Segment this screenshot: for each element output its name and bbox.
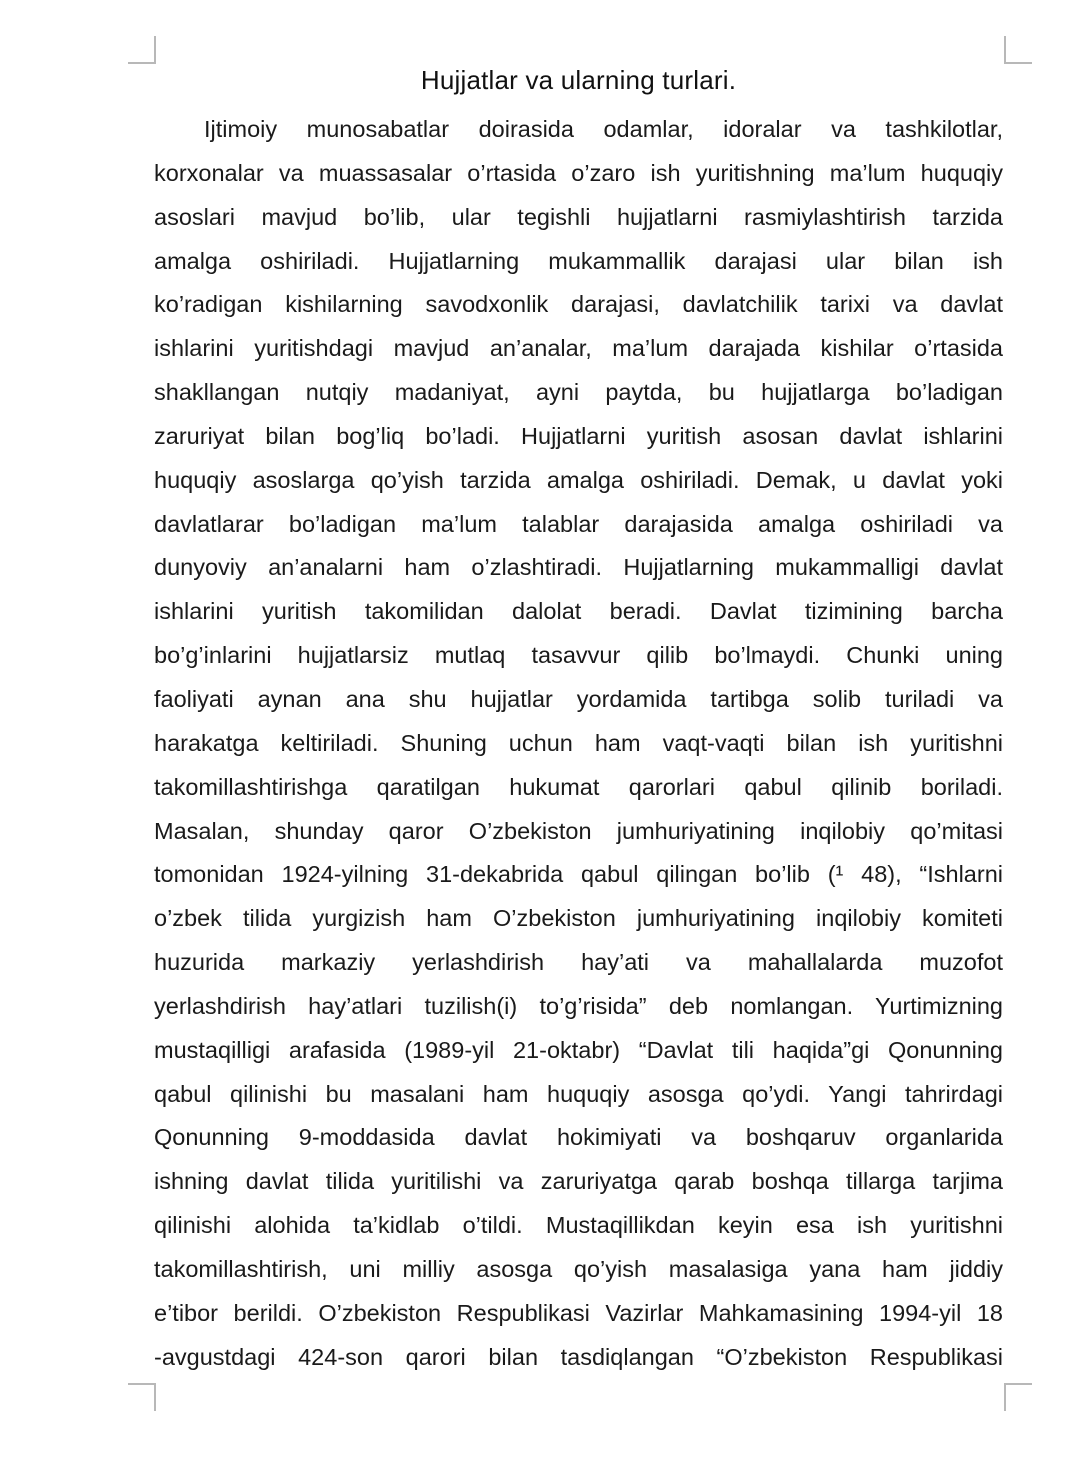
text-line: e’tibor berildi. O’zbekiston Respublikasi Vazirlar Mahkamasining 1994-yil 18: [154, 1299, 1003, 1326]
text-line: Masalan, shunday qaror O’zbekiston jumhuriyatining inqilobiy qo’mitasi: [154, 817, 1003, 844]
text-line: korxonalar va muassasalar o’rtasida o’zaro ish yuritishning ma’lum huquqiy: [154, 159, 1003, 186]
text-line: dunyoviy an’analarni ham o’zlashtiradi. Hujjatlarning mukammalligi davlat: [154, 554, 1003, 581]
margin-corner-mark: [128, 1383, 156, 1411]
text-line: ishning davlat tilida yuritilishi va zaruriyatga qarab boshqa tillarga tarjima: [154, 1168, 1003, 1195]
text-line: huquqiy asoslarga qo’yish tarzida amalga oshiriladi. Demak, u davlat yoki: [154, 466, 1003, 493]
text-line: harakatga keltiriladi. Shuning uchun ham vaqt-vaqti bilan ish yuritishni: [154, 729, 1003, 756]
text-line: o’zbek tilida yurgizish ham O’zbekiston jumhuriyatining inqilobiy komiteti: [154, 905, 1003, 932]
text-line: bo’g’inlarini hujjatlarsiz mutlaq tasavvur qilib bo’lmaydi. Chunki uning: [154, 642, 1003, 669]
text-line: ko’radigan kishilarning savodxonlik darajasi, davlatchilik tarixi va davlat: [154, 291, 1003, 318]
text-line: tomonidan 1924-yilning 31-dekabrida qabul qilingan bo’lib (¹ 48), “Ishlarni: [154, 861, 1003, 888]
text-line: davlatlarar bo’ladigan ma’lum talablar darajasida amalga oshiriladi va: [154, 510, 1003, 537]
text-line: -avgustdagi 424-son qarori bilan tasdiqlangan “O’zbekiston Respublikasi: [154, 1343, 1003, 1370]
text-line: zaruriyat bilan bog’liq bo’ladi. Hujjatlarni yuritish asosan davlat ishlarini: [154, 422, 1003, 449]
text-line: yerlashdirish hay’atlari tuzilish(i) to’g’risida” deb nomlangan. Yurtimizning: [154, 992, 1003, 1019]
margin-corner-mark: [1004, 36, 1032, 64]
margin-corner-mark: [1004, 1383, 1032, 1411]
document-title: Hujjatlar va ularning turlari.: [420, 65, 737, 95]
text-line: takomillashtirishga qaratilgan hukumat qarorlari qabul qilinib boriladi.: [154, 773, 1003, 800]
margin-corner-mark: [128, 36, 156, 64]
text-line: ishlarini yuritishdagi mavjud an’analar, ma’lum darajada kishilar o’rtasida: [154, 335, 1003, 362]
text-line: Ijtimoiy munosabatlar doirasida odamlar, idoralar va tashkilotlar,: [204, 116, 1003, 142]
text-line: faoliyati aynan ana shu hujjatlar yordamida tartibga solib turiladi va: [154, 685, 1003, 712]
text-line: amalga oshiriladi. Hujjatlarning mukammallik darajasi ular bilan ish: [154, 247, 1003, 274]
text-line: ishlarini yuritish takomilidan dalolat beradi. Davlat tizimining barcha: [154, 598, 1003, 625]
text-line: Qonunning 9-moddasida davlat hokimiyati va boshqaruv organlarida: [154, 1124, 1003, 1151]
text-line: asoslari mavjud bo’lib, ular tegishli hujjatlarni rasmiylashtirish tarzida: [154, 203, 1003, 230]
text-line: qabul qilinishi bu masalani ham huquqiy asosga qo’ydi. Yangi tahrirdagi: [154, 1080, 1003, 1107]
text-line: takomillashtirish, uni milliy asosga qo’yish masalasiga yana ham jiddiy: [154, 1255, 1003, 1282]
text-line: huzurida markaziy yerlashdirish hay’ati va mahallalarda muzofot: [154, 949, 1003, 976]
text-line: mustaqilligi arafasida (1989-yil 21-oktabr) “Davlat tili haqida”gi Qonunning: [154, 1036, 1003, 1063]
text-line: qilinishi alohida ta’kidlab o’tildi. Mustaqillikdan keyin esa ish yuritishni: [154, 1212, 1003, 1239]
text-line: shakllangan nutqiy madaniyat, ayni paytda, bu hujjatlarga bo’ladigan: [154, 379, 1003, 406]
document-body: [154, 108, 1003, 1379]
